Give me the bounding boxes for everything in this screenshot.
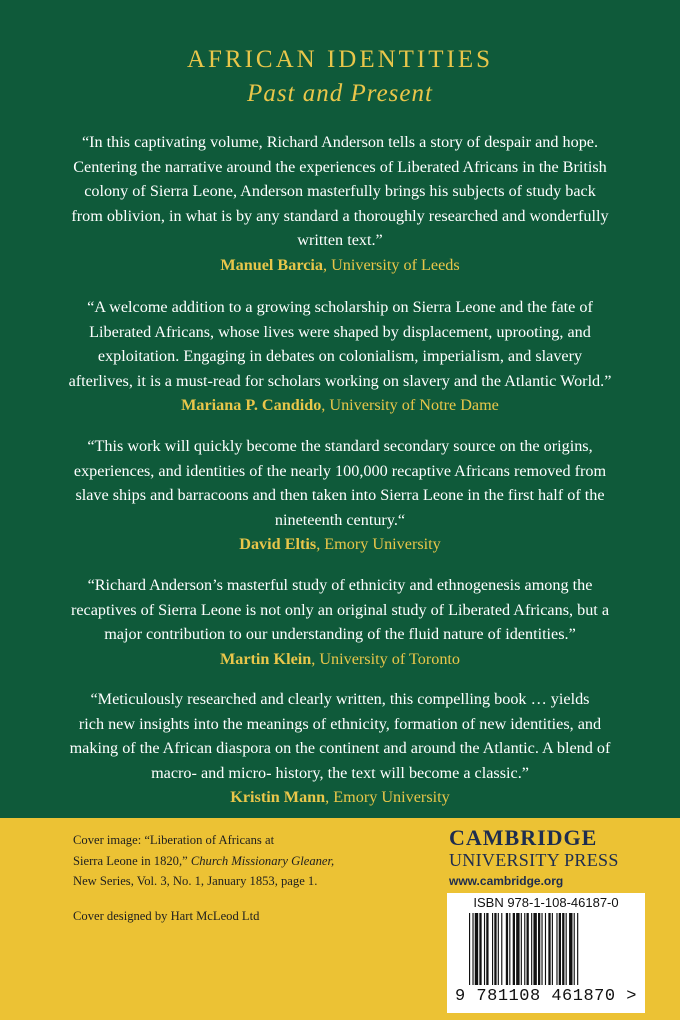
quote-line: major contribution to our understanding of the fluid nature of identities.” [104, 625, 576, 643]
quote-line: nineteenth century.“ [274, 510, 406, 529]
barcode-digits: 9 781108 461870 > [455, 987, 637, 1006]
series-title: AFRICAN IDENTITIES [186, 46, 494, 73]
quote-line: Liberated Africans, whose lives were shaped by displacement, uprooting, and [89, 322, 591, 341]
attribution [30, 647, 650, 672]
blurb-barcia [30, 130, 650, 277]
quote-line: rich new insights into the meanings of ethnicity, formation of new identities, and [78, 714, 602, 733]
attribution [30, 532, 650, 557]
isbn-barcode [447, 893, 645, 1013]
publisher-logo [449, 826, 619, 888]
barcode-bars [455, 913, 637, 987]
publisher-name: CAMBRIDGE [449, 825, 598, 850]
designer-credit: Cover designed by Hart McLeod Ltd [73, 909, 260, 923]
quote-line: experiences, and identities of the nearly 100,000 recaptive Africans removed from [73, 461, 607, 480]
reviewer-institution: , University of Leeds [323, 255, 460, 274]
credit-text: Sierra Leone in 1820,” [73, 853, 191, 868]
attribution [30, 785, 650, 810]
quote-line: recaptives of Sierra Leone is not only an original study of Liberated Africans, but a [70, 600, 610, 619]
blurb-candido [30, 295, 650, 418]
reviewer-name: David Eltis [239, 535, 317, 553]
quote-line: “Richard Anderson’s masterful study of ethnicity and ethnogenesis among the [87, 576, 593, 594]
isbn-label: ISBN 978-1-108-46187-0 [473, 895, 619, 910]
credit-publication: Church Missionary Gleaner, [190, 853, 335, 868]
reviewer-name: Manuel Barcia [220, 255, 323, 274]
quote-line: “A welcome addition to a growing scholarship on Sierra Leone and the fate of [87, 298, 593, 316]
series-subtitle: Past and Present [247, 80, 433, 107]
blurb-klein [30, 573, 650, 671]
reviewer-name: Kristin Mann [230, 788, 326, 806]
credit-line [73, 851, 334, 872]
quote-line: slave ships and barracoons and then taken into Sierra Leone in the first half of the [75, 486, 605, 504]
quote-line: “Meticulously researched and clearly written, this compelling book … yields [90, 690, 590, 708]
reviewer-institution: , University of Notre Dame [321, 396, 499, 414]
quote-line: afterlives, it is a must-read for scholars working on slavery and the Atlantic World.” [68, 371, 612, 390]
reviewer-institution: , University of Toronto [311, 649, 461, 668]
quote-line: from oblivion, in what is by any standard a thoroughly researched and wonderfully [71, 206, 609, 225]
credit-line: Cover image: “Liberation of Africans at [73, 833, 275, 847]
quote-line: exploitation. Engaging in debates on colonialism, imperialism, and slavery [97, 347, 583, 365]
attribution [30, 393, 650, 418]
quote-line: macro- and micro- history, the text will become a classic.” [151, 763, 529, 782]
attribution [30, 253, 650, 278]
credit-line: New Series, Vol. 3, No. 1, January 1853, page 1. [73, 874, 318, 888]
blurb-mann [30, 687, 650, 810]
publisher-subname: UNIVERSITY PRESS [449, 850, 619, 870]
quote-line: written text.” [297, 231, 383, 249]
quote-line: “In this captivating volume, Richard Anderson tells a story of despair and hope. [81, 133, 599, 151]
reviewer-institution: , Emory University [325, 788, 450, 806]
reviewer-name: Martin Klein [219, 649, 312, 668]
reviewer-name: Mariana P. Candido [181, 396, 322, 414]
cover-image-credit [73, 830, 334, 892]
quote-line: “This work will quickly become the standard secondary source on the origins, [87, 437, 593, 455]
quote-line: colony of Sierra Leone, Anderson masterfully brings his subjects of study back [84, 182, 596, 200]
blurb-eltis [30, 434, 650, 557]
reviewer-institution: , Emory University [316, 535, 441, 553]
quote-line: making of the African diaspora on the continent and around the Atlantic. A blend of [69, 739, 611, 757]
quote-line: Centering the narrative around the experiences of Liberated Africans in the British [73, 157, 607, 176]
publisher-url: www.cambridge.org [449, 874, 564, 888]
